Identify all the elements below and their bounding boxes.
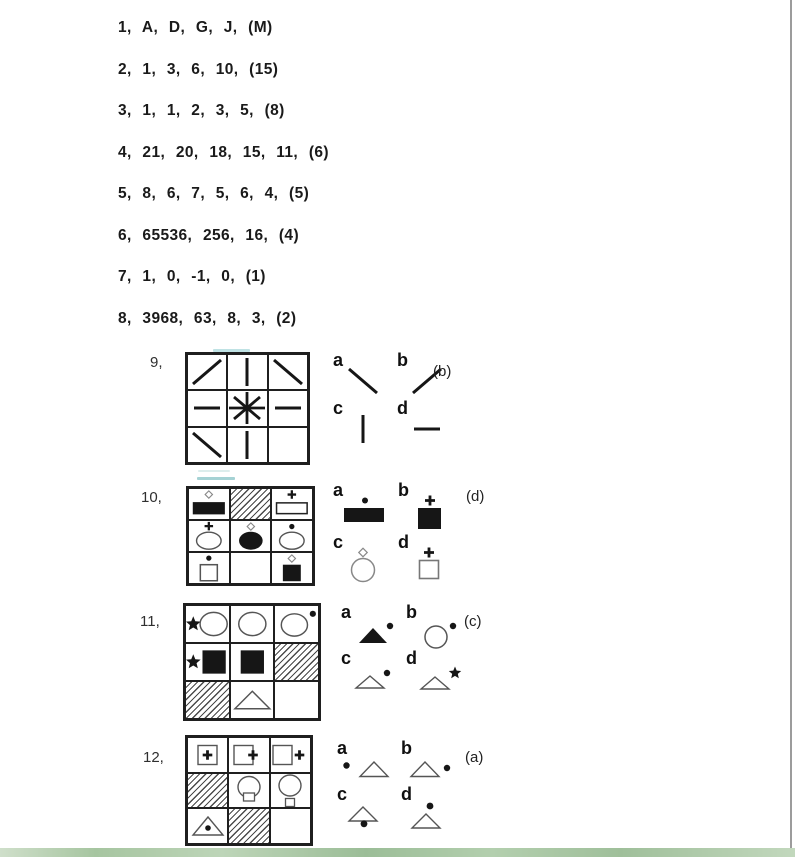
option-a [341,602,406,652]
option-label: d [406,648,417,668]
option-a [333,350,397,402]
matrix-cell-empty [268,427,308,463]
option-label: b [401,738,412,758]
option-label: c [333,398,344,418]
matrix-cell-diamond-over-black-ellipse [230,520,272,552]
puzzle-matrix [183,603,321,721]
option-b [401,738,465,788]
question-number: 9, [150,354,167,371]
answer-options [341,602,471,698]
sequence-question-list [118,7,329,339]
matrix-cell-hatched [230,488,272,520]
matrix-cell-diamond-over-black-rect [188,488,230,520]
dot-left-of-triangle-shape [342,755,396,784]
option-a [333,480,398,536]
answer-options [333,480,463,588]
diamond-over-white-circle-shape [341,547,387,588]
matrix-cell-square-plus-on-edge [228,737,269,773]
matrix-cell-hatched [228,808,269,844]
highlight-mark [198,470,230,472]
sequence-question: 2, 1, 3, 6, 10, (15) [118,60,279,78]
matrix-cell-circle-square-on-edge [228,773,269,809]
matrix-cell-horizontal-line [187,390,227,426]
option-d [397,398,461,450]
white-circle-dot-sm-shape [416,619,460,654]
matrix-cell-empty [270,808,311,844]
option-label: b [397,350,408,370]
matrix-cell-white-circle [230,605,275,643]
decorative-footer-strip [0,848,795,857]
matrix-cell-diag-down [187,427,227,463]
triangle-dot-right-shape [406,755,460,784]
option-c [333,532,398,588]
matrix-cell-dot-over-white-ellipse [271,520,313,552]
plus-over-white-square-shape [406,547,452,586]
option-label: b [398,480,409,500]
option-label: d [401,784,412,804]
vertical-line-shape [346,414,380,449]
black-triangle-dot-shape [351,619,397,652]
horizontal-line-shape [410,414,444,449]
matrix-cell-plus-over-white-rect [271,488,313,520]
option-c [341,648,406,698]
white-triangle-dot-shape [351,665,395,696]
matrix-cell-vertical-line [227,427,267,463]
matrix-cell-white-circle-dot [274,605,319,643]
question-number: 12, [143,749,169,766]
option-label: d [397,398,408,418]
puzzle-matrix [185,735,313,846]
diag-down-shape [346,366,380,401]
matrix-cell-circle-square-below [270,773,311,809]
matrix-cell-plus-over-white-ellipse [188,520,230,552]
answer-label: (b) [433,363,452,380]
plus-over-black-square-shape [406,495,452,534]
matrix-cell-hatched [274,643,319,681]
option-b [398,480,463,536]
matrix-cell-hatched [185,681,230,719]
puzzle-matrix [185,352,310,465]
question-number: 10, [141,489,167,506]
option-label: d [398,532,409,552]
triangle-dot-above-shape [406,801,446,838]
matrix-cell-empty [274,681,319,719]
option-d [401,784,465,834]
option-label: c [333,532,344,552]
matrix-cell-triangle-dot-inside [187,808,228,844]
sequence-question: 6, 65536, 256, 16, (4) [118,226,300,244]
question-number: 11, [140,613,164,630]
matrix-cell-star-black-square [185,643,230,681]
option-label: a [333,480,344,500]
option-c [337,784,401,834]
matrix-cell-eight-ray-star [227,390,267,426]
sequence-question: 1, A, D, G, J, (M) [118,19,273,36]
matrix-cell-white-triangle [230,681,275,719]
matrix-cell-dot-over-white-square [188,552,230,584]
matrix-cell-vertical-line [227,354,267,390]
option-b [406,602,471,652]
option-label: a [337,738,348,758]
triangle-dot-below-shape [342,801,382,836]
white-triangle-star-shape [416,665,464,698]
puzzle-matrix [186,486,315,586]
option-d [398,532,463,588]
sequence-question: 3, 1, 1, 2, 3, 5, (8) [118,102,285,119]
option-label: c [341,648,352,668]
option-label: a [333,350,344,370]
highlight-mark [197,477,235,480]
answer-label: (a) [465,749,484,766]
matrix-cell-black-square [230,643,275,681]
answer-options [337,738,465,834]
option-d [406,648,471,698]
dot-over-black-rect-shape [341,495,387,534]
option-c [333,398,397,450]
option-label: b [406,602,417,622]
sequence-question: 8, 3968, 63, 8, 3, (2) [118,309,297,327]
option-label: a [341,602,352,622]
page-right-border [790,0,792,857]
matrix-cell-hatched [187,773,228,809]
sequence-question: 7, 1, 0, -1, 0, (1) [118,268,266,285]
answer-label: (d) [466,488,485,505]
matrix-cell-horizontal-line [268,390,308,426]
matrix-cell-square-plus-inside [187,737,228,773]
answer-label: (c) [464,613,482,630]
sequence-question: 4, 21, 20, 18, 15, 11, (6) [118,143,329,161]
option-a [337,738,401,788]
matrix-cell-diag-down [268,354,308,390]
matrix-cell-empty [230,552,272,584]
matrix-cell-diamond-over-black-square [271,552,313,584]
matrix-cell-diag-up [187,354,227,390]
option-b [397,350,461,402]
sequence-question: 5, 8, 6, 7, 5, 6, 4, (5) [118,185,310,202]
matrix-cell-square-plus-outside [270,737,311,773]
matrix-cell-star-white-circle [185,605,230,643]
option-label: c [337,784,348,804]
